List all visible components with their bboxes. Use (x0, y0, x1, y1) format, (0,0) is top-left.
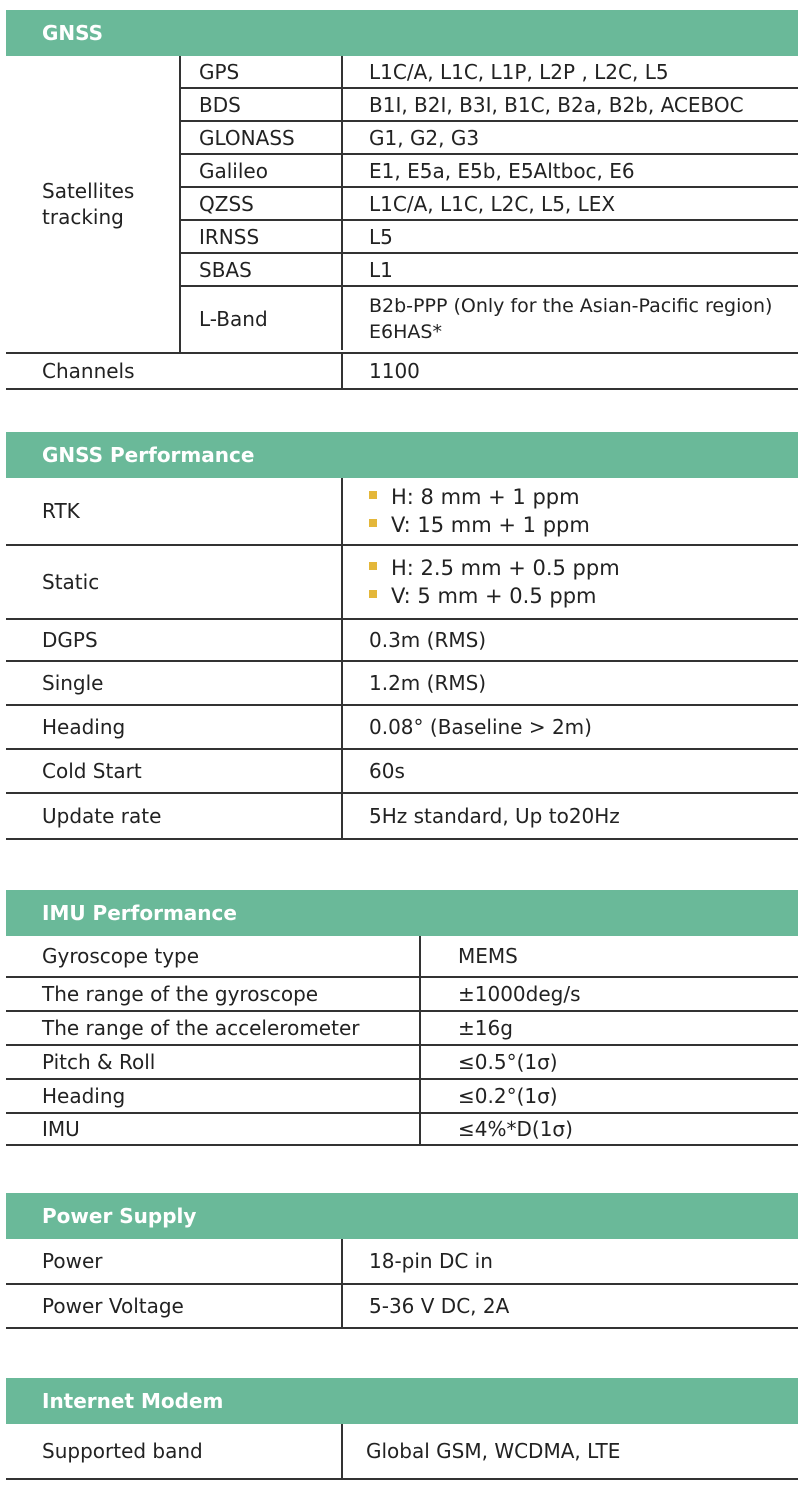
constellation-name: L-Band (199, 306, 268, 331)
rtk-value: H: 8 mm + 1 ppm V: 15 mm + 1 ppm (369, 478, 590, 544)
spec-value: 1.2m (RMS) (369, 671, 487, 695)
table-row (6, 1424, 798, 1480)
spec-label: Supported band (42, 1439, 203, 1463)
power-supply-header: Power Supply (6, 1193, 798, 1239)
channels-label: Channels (42, 359, 135, 383)
table-row (6, 794, 798, 840)
table-row (181, 188, 798, 221)
static-label: Static (42, 570, 100, 594)
table-row (6, 1012, 798, 1046)
spec-label: Gyroscope type (42, 944, 200, 968)
spec-value: 60s (369, 759, 405, 783)
spec-value: 5Hz standard, Up to20Hz (369, 804, 620, 828)
table-row (6, 936, 798, 978)
imu-performance-section (6, 890, 798, 1146)
table-row (181, 89, 798, 122)
spec-label: Update rate (42, 804, 162, 828)
table-row (181, 122, 798, 155)
constellation-name: GPS (199, 59, 240, 84)
constellation-value: G1, G2, G3 (369, 125, 480, 150)
bullet-icon (369, 491, 377, 499)
spec-value: 0.08° (Baseline > 2m) (369, 715, 592, 739)
spec-value: MEMS (458, 944, 518, 968)
gnss-section (6, 10, 798, 390)
gnss-performance-section (6, 432, 798, 840)
constellation-name: BDS (199, 92, 241, 117)
table-row (6, 706, 798, 750)
static-value: H: 2.5 mm + 0.5 ppm V: 5 mm + 0.5 ppm (369, 546, 620, 618)
gnss-header: GNSS (6, 10, 798, 56)
spec-label: Heading (42, 715, 126, 739)
constellation-name: GLONASS (199, 125, 295, 150)
spec-label: The range of the accelerometer (42, 1016, 360, 1040)
bullet-icon (369, 590, 377, 598)
spec-label: Power (42, 1249, 103, 1273)
table-row (6, 1046, 798, 1080)
table-row (181, 254, 798, 287)
channels-value: 1100 (369, 359, 420, 383)
imu-performance-header: IMU Performance (6, 890, 798, 936)
constellation-value: L1C/A, L1C, L2C, L5, LEX (369, 191, 616, 216)
spec-label: The range of the gyroscope (42, 982, 319, 1006)
constellation-value: E1, E5a, E5b, E5Altboc, E6 (369, 158, 635, 183)
power-supply-section (6, 1193, 798, 1329)
gnss-tracking-block (6, 56, 798, 354)
spec-value: 5-36 V DC, 2A (369, 1294, 510, 1318)
table-row (181, 56, 798, 89)
constellation-value: L1C/A, L1C, L1P, L2P , L2C, L5 (369, 59, 669, 84)
table-row (6, 1239, 798, 1285)
spec-value: ±1000deg/s (458, 982, 581, 1006)
table-row (6, 478, 798, 546)
constellation-value: B2b-PPP (Only for the Asian-Pacific region) E6HAS* (369, 294, 773, 343)
spec-value: Global GSM, WCDMA, LTE (366, 1439, 621, 1463)
spec-label: Single (42, 671, 104, 695)
spec-label: Heading (42, 1084, 126, 1108)
constellation-value: B1I, B2I, B3I, B1C, B2a, B2b, ACEBOC (369, 92, 744, 117)
constellation-value: L1 (369, 257, 393, 282)
constellation-name: Galileo (199, 158, 268, 183)
spec-value: ≤0.5°(1σ) (458, 1050, 558, 1074)
spec-value: 0.3m (RMS) (369, 628, 487, 652)
constellation-name: IRNSS (199, 224, 260, 249)
table-row (6, 1285, 798, 1329)
spec-label: Pitch & Roll (42, 1050, 156, 1074)
table-row (6, 1114, 798, 1146)
table-row (181, 155, 798, 188)
constellation-name: QZSS (199, 191, 254, 216)
bullet-icon (369, 519, 377, 527)
table-row (181, 221, 798, 254)
table-row (6, 662, 798, 706)
table-row (6, 750, 798, 794)
bullet-icon (369, 562, 377, 570)
internet-modem-section (6, 1378, 798, 1480)
satellites-tracking-label: Satellites tracking (42, 179, 135, 229)
spec-value: ±16g (458, 1016, 513, 1040)
spec-label: Cold Start (42, 759, 142, 783)
internet-modem-header: Internet Modem (6, 1378, 798, 1424)
table-row (6, 620, 798, 662)
spec-label: IMU (42, 1117, 80, 1141)
channels-row (6, 354, 798, 390)
table-row (6, 978, 798, 1012)
gnss-performance-header: GNSS Performance (6, 432, 798, 478)
rtk-label: RTK (42, 499, 80, 523)
spec-label: Power Voltage (42, 1294, 184, 1318)
table-row (181, 287, 798, 350)
spec-value: ≤0.2°(1σ) (458, 1084, 558, 1108)
constellation-value: L5 (369, 224, 393, 249)
constellation-name: SBAS (199, 257, 252, 282)
table-row (6, 1080, 798, 1114)
table-row (6, 546, 798, 620)
spec-label: DGPS (42, 628, 98, 652)
spec-value: 18-pin DC in (369, 1249, 493, 1273)
spec-value: ≤4%*D(1σ) (458, 1117, 573, 1141)
